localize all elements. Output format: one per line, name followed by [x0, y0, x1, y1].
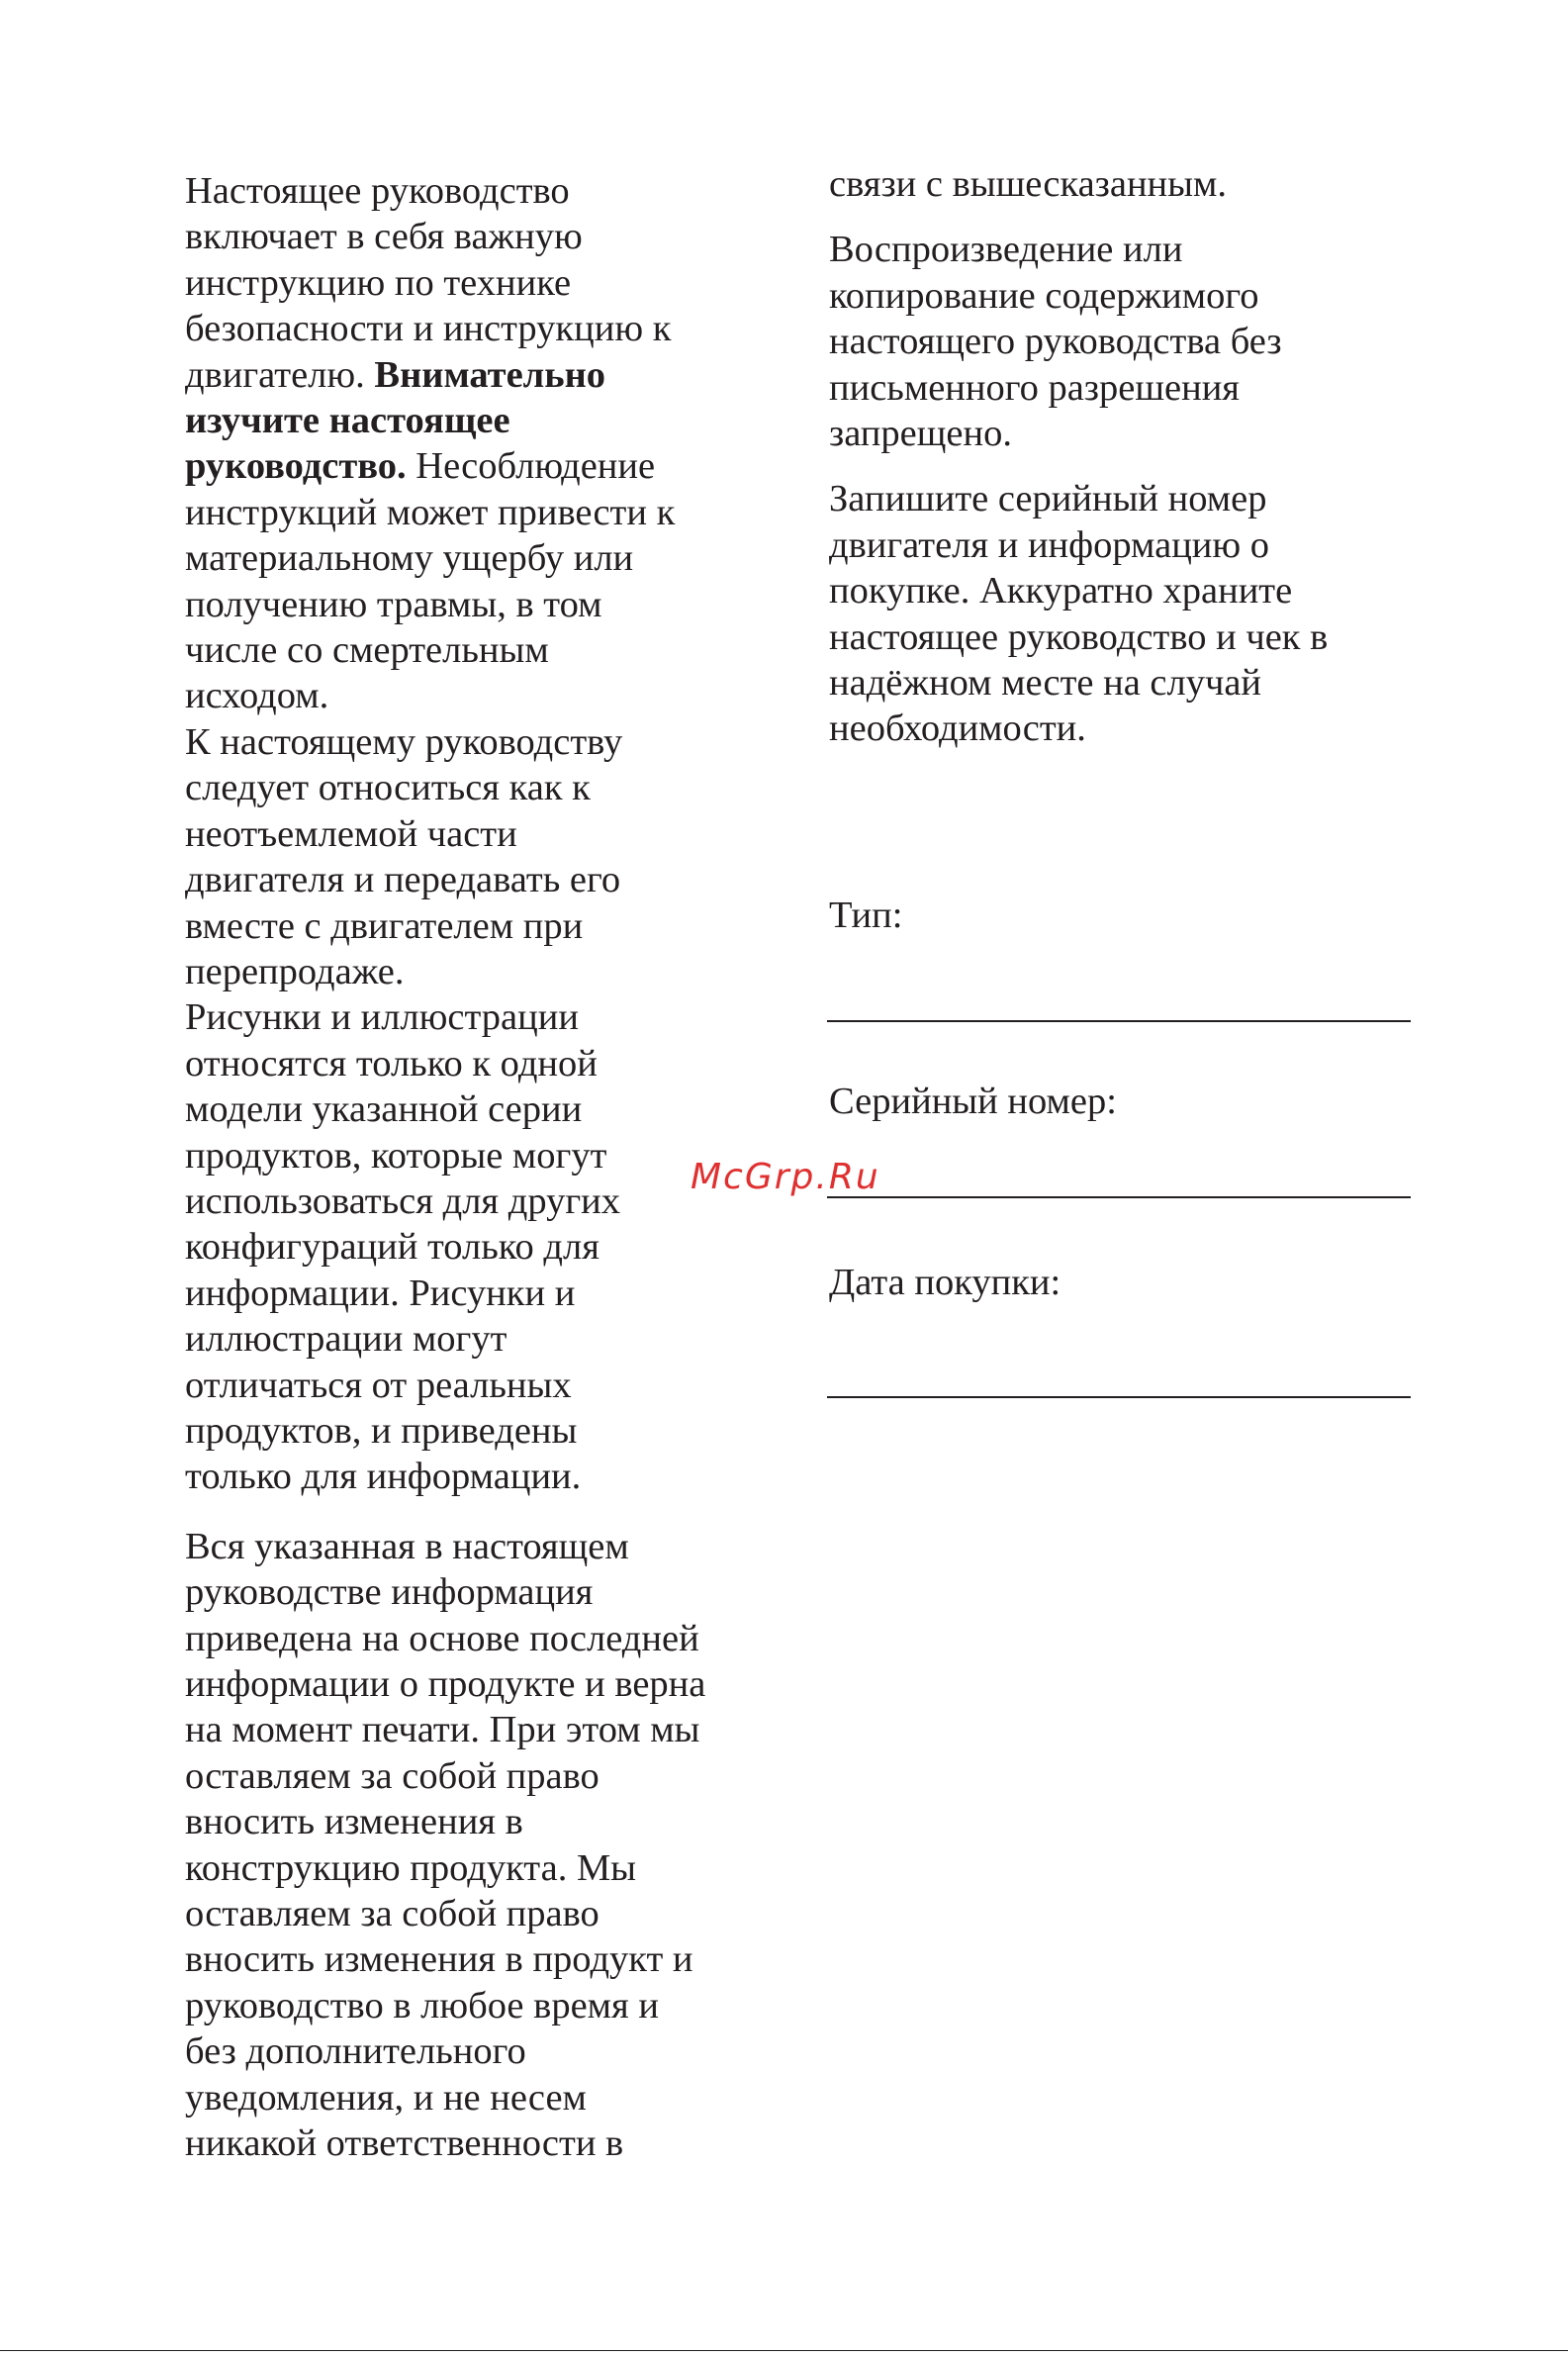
text-line: Настоящее руководство — [185, 170, 570, 212]
bold-warning: руководство. — [185, 445, 407, 488]
left-column — [185, 168, 769, 2166]
text-line: вносить изменения в продукт и — [185, 1938, 693, 1981]
text-line: иллюстрации могут — [185, 1318, 507, 1361]
purchase-date-label: Дата покупки: — [829, 1262, 1061, 1303]
text-line — [185, 443, 769, 489]
text-segment: двигателю. — [185, 353, 375, 396]
text-line: оставляем за собой право — [185, 1893, 600, 1935]
record-serial-paragraph — [829, 476, 1423, 751]
text-line: руководстве информация — [185, 1571, 594, 1614]
text-line: вносить изменения в — [185, 1801, 523, 1843]
text-line: получению травмы, в том — [185, 583, 602, 625]
copyright-paragraph — [829, 227, 1423, 456]
text-line: инструкцию по технике — [185, 261, 572, 304]
text-line: запрещено. — [829, 413, 1012, 455]
text-line: К настоящему руководству — [185, 720, 623, 763]
text-line: Рисунки и иллюстрации — [185, 996, 579, 1039]
text-line: неотъемлемой части — [185, 812, 517, 855]
serial-number-fill-line — [827, 1196, 1411, 1198]
text-line: информации о продукте и верна — [185, 1663, 706, 1705]
text-line: никакой ответственности в — [185, 2122, 624, 2165]
text-line: относятся только к одной — [185, 1042, 598, 1084]
text-line: материальному ущербу или — [185, 537, 634, 580]
text-line: вместе с двигателем при — [185, 904, 584, 947]
text-line: двигателя и информацию о — [829, 523, 1270, 566]
watermark: McGrp.Ru — [691, 1157, 880, 1197]
type-fill-line — [827, 1020, 1411, 1022]
text-line: покупке. Аккуратно храните — [829, 570, 1293, 613]
bold-warning: Внимательно — [374, 353, 606, 396]
text-line: настоящего руководства без — [829, 321, 1282, 363]
text-line: инструкций может привести к — [185, 491, 676, 533]
type-label: Тип: — [829, 895, 903, 936]
disclaimer-paragraph — [185, 1524, 769, 2167]
text-line: связи с вышесказанным. — [829, 163, 1228, 205]
bold-warning: изучите настоящее — [185, 400, 510, 442]
text-line — [185, 398, 769, 443]
text-line: числе со смертельным — [185, 629, 549, 672]
text-line: продуктов, и приведены — [185, 1409, 578, 1452]
text-line: следует относиться как к — [185, 767, 591, 809]
right-column — [829, 161, 1423, 752]
text-line: Воспроизведение или — [829, 229, 1183, 271]
text-line: без дополнительного — [185, 2030, 526, 2073]
text-line: перепродаже. — [185, 950, 405, 992]
serial-number-label: Серийный номер: — [829, 1081, 1117, 1122]
text-line: надёжном месте на случай — [829, 662, 1262, 705]
text-line: отличаться от реальных — [185, 1364, 572, 1406]
text-line: исходом. — [185, 675, 329, 717]
text-line: продуктов, которые могут — [185, 1134, 607, 1177]
text-line: письменного разрешения — [829, 366, 1241, 409]
text-line: настоящее руководство и чек в — [829, 615, 1329, 658]
text-line: использоваться для других — [185, 1179, 620, 1222]
illustrations-paragraph — [185, 994, 769, 1499]
text-line: конструкцию продукта. Мы — [185, 1846, 637, 1889]
text-segment: Несоблюдение — [406, 445, 656, 488]
text-line: необходимости. — [829, 707, 1086, 750]
text-line: двигателя и передавать его — [185, 859, 621, 901]
text-line: безопасности и инструкцию к — [185, 308, 672, 350]
text-line: Запишите серийный номер — [829, 478, 1267, 520]
text-line: приведена на основе последней — [185, 1617, 699, 1659]
text-line: уведомления, и не несем — [185, 2076, 587, 2119]
text-line: модели указанной серии — [185, 1088, 583, 1131]
text-line: Вся указанная в настоящем — [185, 1525, 629, 1567]
text-line: включает в себя важную — [185, 216, 583, 258]
text-line: руководство в любое время и — [185, 1984, 659, 2026]
text-line: только для информации. — [185, 1456, 582, 1498]
resale-paragraph — [185, 719, 769, 994]
page-bottom-rule — [0, 2350, 1568, 2351]
text-line: копирование содержимого — [829, 274, 1259, 317]
purchase-date-fill-line — [827, 1396, 1411, 1398]
text-line: информации. Рисунки и — [185, 1272, 576, 1314]
text-line — [185, 352, 769, 398]
continuation-paragraph — [829, 161, 1423, 207]
text-line: на момент печати. При этом мы — [185, 1709, 700, 1751]
text-line: оставляем за собой право — [185, 1754, 600, 1797]
text-line: конфигураций только для — [185, 1226, 600, 1269]
safety-intro-paragraph — [185, 168, 769, 719]
